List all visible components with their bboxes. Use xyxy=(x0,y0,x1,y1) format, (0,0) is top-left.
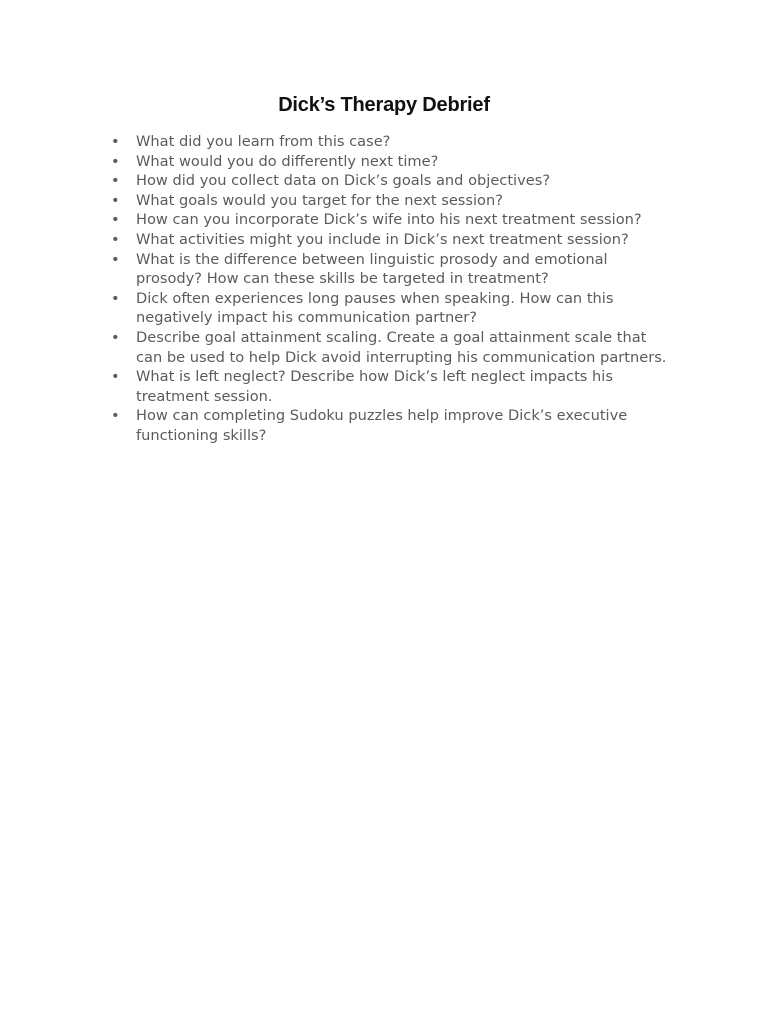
document-title: Dick’s Therapy Debrief xyxy=(278,94,490,116)
question-item xyxy=(111,250,671,289)
bullet-icon: • xyxy=(111,407,120,425)
bullet-icon: • xyxy=(111,230,120,248)
bullet-icon: • xyxy=(111,211,120,229)
question-text: What is left neglect? Describe how Dick’s left neglect impacts his treatment session. xyxy=(136,368,613,405)
question-item xyxy=(111,210,671,230)
question-text: What is the difference between linguistic prosody and emotional prosody? How can these skills be targeted in treatment? xyxy=(136,250,608,288)
question-text: How can completing Sudoku puzzles help improve Dick’s executive functioning skills? xyxy=(136,407,628,444)
bullet-icon: • xyxy=(111,152,120,170)
question-text: What goals would you target for the next session? xyxy=(136,191,503,209)
question-text: What did you learn from this case? xyxy=(136,133,391,150)
question-item xyxy=(111,328,671,367)
question-text: What would you do differently next time? xyxy=(136,152,439,170)
question-item xyxy=(111,191,671,211)
question-text: Dick often experiences long pauses when speaking. How can this negatively impact his communication partner? xyxy=(136,289,614,327)
question-text: What activities might you include in Dick’s next treatment session? xyxy=(136,230,629,248)
question-text: How did you collect data on Dick’s goals and objectives? xyxy=(136,172,551,190)
bullet-icon: • xyxy=(111,328,120,346)
bullet-icon: • xyxy=(111,191,120,209)
question-text: Describe goal attainment scaling. Create a goal attainment scale that can be used to help Dick avoid interrupting his communication partners. xyxy=(136,328,667,366)
question-list xyxy=(111,132,671,446)
bullet-icon: • xyxy=(111,133,120,150)
question-item xyxy=(111,152,671,172)
bullet-icon: • xyxy=(111,289,120,307)
question-item xyxy=(111,171,671,191)
question-text: How can you incorporate Dick’s wife into his next treatment session? xyxy=(136,211,642,229)
bullet-icon: • xyxy=(111,368,120,386)
question-item xyxy=(111,132,671,152)
question-item xyxy=(111,230,671,250)
question-item xyxy=(111,406,671,445)
question-item xyxy=(111,367,671,406)
bullet-icon: • xyxy=(111,250,120,268)
question-item xyxy=(111,289,671,328)
bullet-icon: • xyxy=(111,172,120,190)
